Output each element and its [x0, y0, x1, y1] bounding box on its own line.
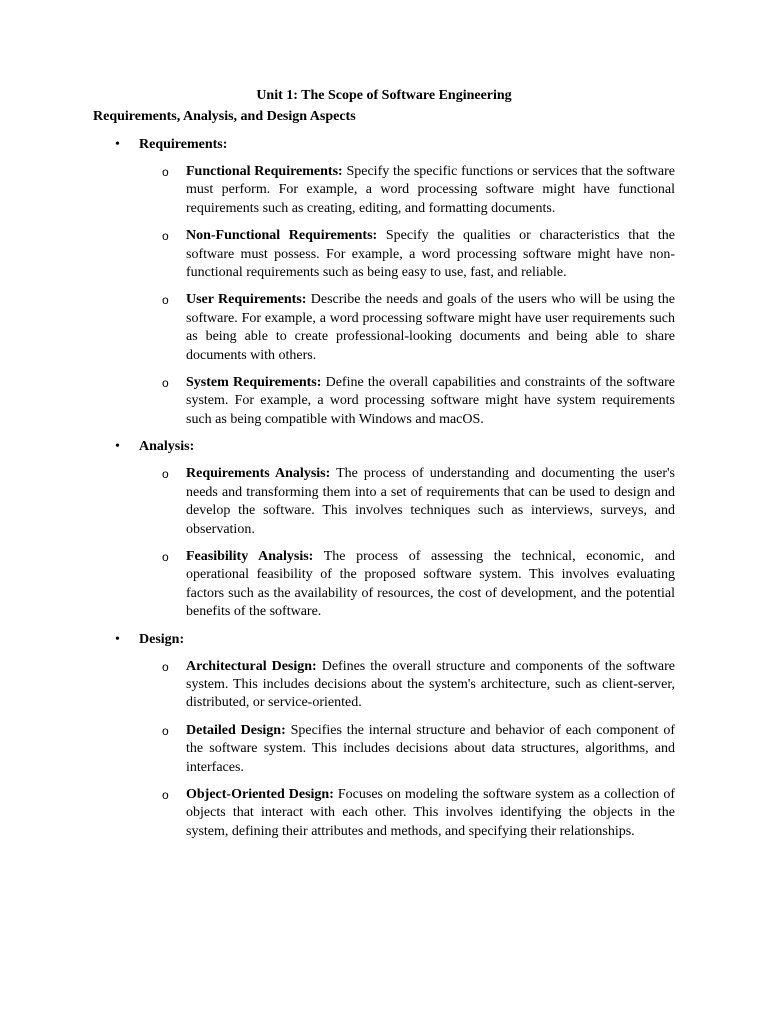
- section-heading: [93, 631, 675, 649]
- list-item: [93, 465, 675, 539]
- list-item: [93, 227, 675, 282]
- section-heading-text: Analysis:: [139, 439, 195, 455]
- item-description: Focuses on modeling the software system as a collection of objects that interact with each other. This involves identifying the objects in the system, defining their attributes and methods, and specifying their relationships.: [186, 786, 675, 839]
- item-description: Describe the needs and goals of the users who will be using the software. For example, a word processing software might have user requirements such as being able to create professional-looking documents and being able to share documents with others.: [186, 292, 675, 363]
- bullet-icon: •: [115, 631, 120, 647]
- sub-bullet-icon: o: [162, 549, 169, 564]
- sub-bullet-icon: o: [162, 165, 169, 179]
- section-items: [93, 163, 675, 429]
- list-item: [93, 163, 675, 218]
- section-heading: [93, 438, 675, 456]
- item-description: The process of understanding and documenting the user's needs and transforming them into a set of requirements that can be used to design and develop the software. This involves techniques such as interviews, surveys, and observation.: [186, 466, 675, 537]
- item-description: Specifies the internal structure and behavior of each component of the software system. This includes decisions about data structures, algorithms, and interfaces.: [186, 722, 675, 775]
- section-design: [93, 631, 675, 842]
- section-heading: [93, 136, 675, 154]
- item-description: Define the overall capabilities and constraints of the software system. For example, a word processing software might have system requirements such as being compatible with Windows and macOS.: [186, 375, 675, 427]
- sub-bullet-icon: o: [162, 293, 169, 308]
- item-term: System Requirements:: [186, 375, 322, 391]
- list-item: [93, 658, 675, 713]
- list-item: [93, 786, 675, 841]
- item-term: Detailed Design:: [186, 722, 286, 738]
- item-description: The process of assessing the technical, economic, and operational feasibility of the proposed software system. This involves evaluating factors such as the availability of resources, the cost of development, and the potential benefits of the software.: [186, 548, 675, 620]
- sub-bullet-icon: o: [162, 723, 169, 738]
- item-term: Non-Functional Requirements:: [186, 228, 378, 244]
- list-item: [93, 291, 675, 365]
- item-term: Object-Oriented Design:: [186, 786, 334, 802]
- section-items: [93, 465, 675, 621]
- item-term: Architectural Design:: [186, 658, 317, 674]
- bullet-icon: •: [115, 137, 120, 152]
- section-heading-text: Requirements:: [139, 137, 228, 152]
- item-term: Requirements Analysis:: [186, 466, 331, 482]
- sub-bullet-icon: o: [162, 467, 169, 482]
- sections-container: [93, 136, 675, 841]
- item-description: Defines the overall structure and components of the software system. This includes decisions about the system's architecture, such as client-server, distributed, or service-oriented.: [186, 658, 676, 711]
- sub-bullet-icon: o: [162, 376, 169, 391]
- item-term: User Requirements:: [186, 292, 307, 308]
- section-analysis: [93, 438, 675, 621]
- section-requirements: [93, 136, 675, 429]
- list-item: [93, 548, 675, 622]
- item-term: Feasibility Analysis:: [186, 548, 314, 564]
- section-heading-text: Design:: [139, 631, 185, 647]
- item-description: Specify the specific functions or services that the software must perform. For example, a word processing software might have functional requirements such as creating, editing, and formatting documents.: [186, 164, 675, 216]
- document-title: Unit 1: The Scope of Software Engineering: [256, 88, 512, 103]
- list-item: [93, 722, 675, 777]
- section-items: [93, 658, 675, 842]
- sub-bullet-icon: o: [162, 659, 169, 674]
- sub-bullet-icon: o: [162, 229, 169, 244]
- document-subtitle: Requirements, Analysis, and Design Aspects: [93, 109, 356, 124]
- sub-bullet-icon: o: [162, 787, 169, 802]
- bullet-icon: •: [115, 439, 120, 455]
- list-item: [93, 374, 675, 429]
- item-term: Functional Requirements:: [186, 164, 343, 179]
- item-description: Specify the qualities or characteristics that the software must possess. For example, a word processing software might have non-functional requirements such as being easy to use, fast, and reliable.: [186, 228, 675, 281]
- document-page: [93, 87, 675, 850]
